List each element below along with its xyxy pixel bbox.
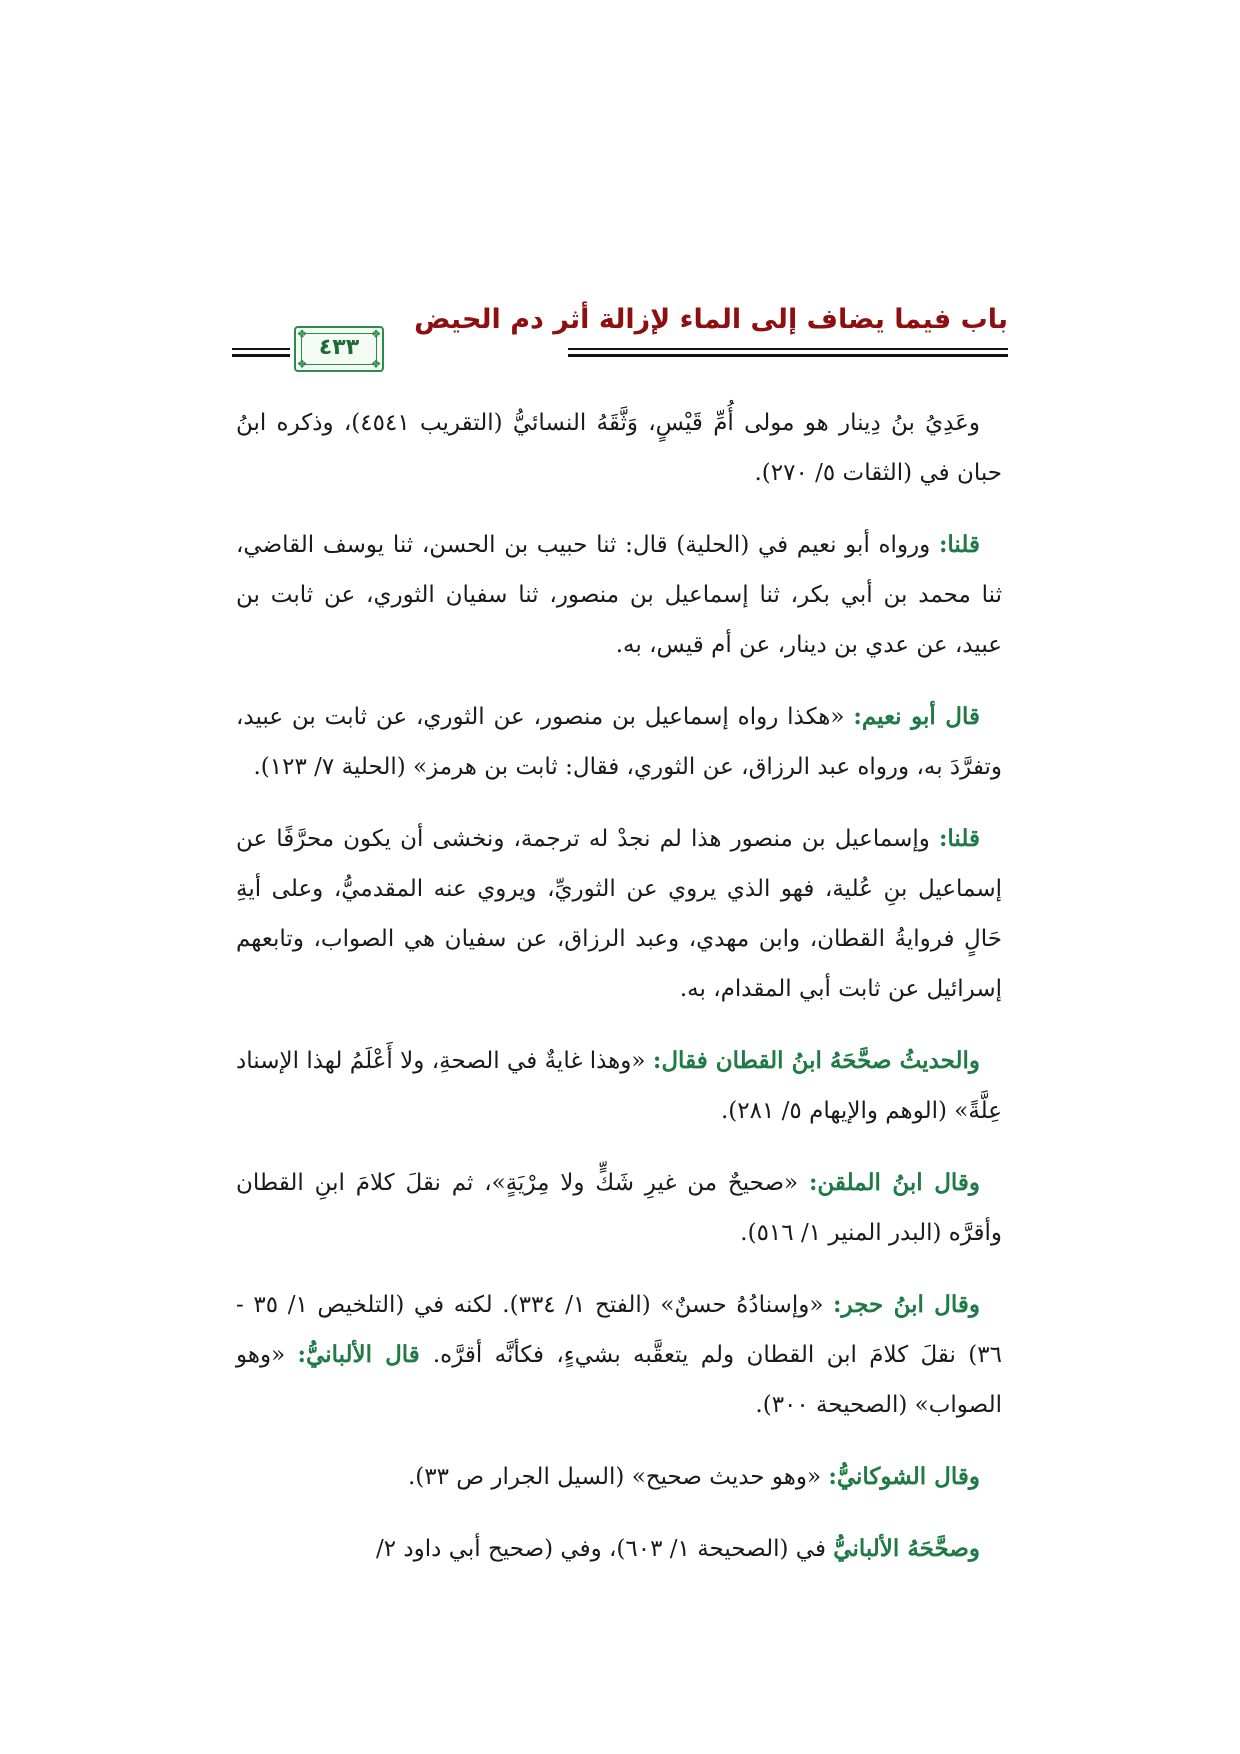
paragraph (236, 1036, 1002, 1136)
paragraph (236, 1452, 1002, 1502)
ornament-icon: ❖ (370, 357, 382, 371)
lead-phrase: وصحَّحَهُ الألبانيُّ (833, 1535, 980, 1562)
paragraph (236, 692, 1002, 792)
paragraph-text: «وهذا غايةٌ في الصحةِ، ولا أَعْلَمُ لهذا الإسناد عِلَّةً» (الوهم والإيهام ٥/ ٢٨١). (236, 1048, 1002, 1124)
lead-phrase: وقال ابنُ الملقن: (808, 1169, 981, 1196)
header-rule (232, 348, 290, 350)
lead-phrase: وقال الشوكانيُّ: (828, 1463, 980, 1490)
paragraph-text: «وهو حديث صحيح» (السيل الجرار ص ٣٣). (407, 1464, 829, 1490)
lead-phrase: قال أبو نعيم: (853, 703, 980, 730)
page-number-badge (294, 326, 384, 372)
running-header (232, 304, 1008, 384)
paragraph (236, 1158, 1002, 1258)
paragraph-text: وإسماعيل بن منصور هذا لم نجدْ له ترجمة، ونخشى أن يكون محرَّفًا عن إسماعيل بنِ عُلية، فهو الذي يروي عن الثوريِّ، ويروي عنه المقدميُّ، وعلى أيةِ حَالٍ فروايةُ القطان، وابن مهدي، وعبد الرزاق، عن سفيان هي الصواب، وتابعهم إسرائيل عن ثابت أبي المقدام، به. (236, 826, 1002, 1002)
ornament-icon: ❖ (370, 327, 382, 341)
paragraph-text: «صحيحٌ من غيرِ شَكٍّ ولا مِرْيَةٍ»، ثم نقلَ كلامَ ابنِ القطان وأقرَّه (البدر المنير ١/ ٥١٦). (236, 1170, 1002, 1246)
page-body (236, 398, 1002, 1596)
header-rule (232, 354, 290, 357)
page-number: ٤٣٣ (318, 335, 360, 360)
paragraph (236, 1280, 1002, 1430)
paragraph (236, 1524, 1002, 1574)
paragraph-text: ورواه أبو نعيم في (الحلية) قال: ثنا حبيب بن الحسن، ثنا يوسف القاضي، ثنا محمد بن أبي بكر، ثنا إسماعيل بن منصور، ثنا سفيان الثوري، عن ثابت بن عبيد، عن عدي بن دينار، عن أم قيس، به. (236, 532, 1002, 658)
lead-phrase: والحديثُ صحَّحَهُ ابنُ القطان فقال: (652, 1047, 980, 1074)
chapter-title: باب فيما يضاف إلى الماء لإزالة أثر دم الحيض (414, 304, 1008, 335)
paragraph (236, 814, 1002, 1014)
lead-phrase: قلنا: (938, 825, 980, 852)
lead-phrase: قال الألبانيُّ: (297, 1341, 433, 1368)
ornament-icon: ❖ (296, 327, 308, 341)
header-rule (568, 348, 1008, 350)
paragraph-text: «هكذا رواه إسماعيل بن منصور، عن الثوري، عن ثابت بن عبيد، وتفرَّدَ به، ورواه عبد الرزاق، عن الثوري، فقال: ثابت بن هرمز» (الحلية ٧/ ١٢٣). (236, 704, 1002, 780)
lead-phrase: وقال ابنُ حجر: (833, 1291, 980, 1318)
paragraph-text: في (الصحيحة ١/ ٦٠٣)، وفي (صحيح أبي داود ٢/ (375, 1536, 834, 1562)
paragraph-text: «وإسنادُهُ حسنٌ» (الفتح ١/ ٣٣٤). لكنه في (التلخيص ١/ ٣٥ - ٣٦) نقلَ كلامَ ابن القطان ولم يتعقَّبه بشيءٍ، فكأنَّه أقرَّه. (236, 1292, 1002, 1368)
lead-phrase: قلنا: (938, 531, 980, 558)
header-rule (568, 354, 1008, 357)
paragraph-text: وعَدِيُ بنُ دِينار هو مولى أُمِّ قَيْسٍ، وَثَّقَهُ النسائيُّ (التقريب ٤٥٤١)، وذكره ابنُ حبان في (الثقات ٥/ ٢٧٠). (236, 410, 1002, 486)
paragraph (236, 520, 1002, 670)
paragraph (236, 398, 1002, 498)
paragraph-text: «وهو الصواب» (الصحيحة ٣٠٠). (236, 1342, 1002, 1418)
ornament-icon: ❖ (296, 357, 308, 371)
